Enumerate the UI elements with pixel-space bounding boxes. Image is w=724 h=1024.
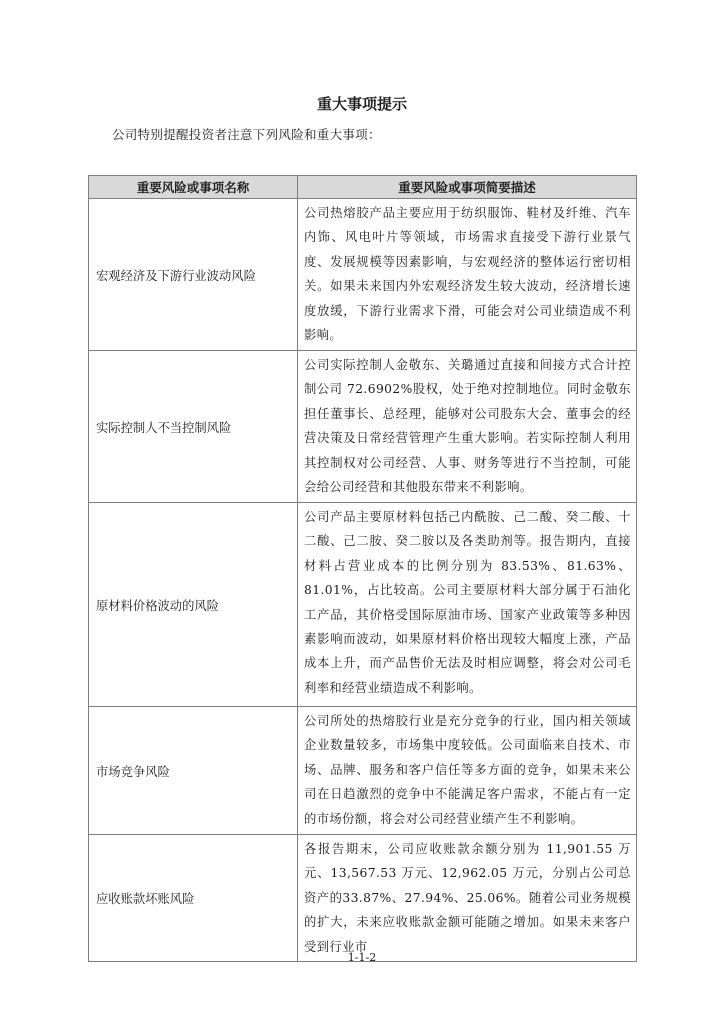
risk-name-cell: 宏观经济及下游行业波动风险 xyxy=(89,199,298,351)
risk-description-cell: 各报告期末，公司应收账款余额分别为 11,901.55 万元、13,567.53 万元、12,962.05 万元，分别占公司总资产的33.87%、27.94%、25.06%。随着公司业务规模的扩大，未来应收账款金额可能随之增加。如果未来客户受到行业市 xyxy=(298,835,637,962)
page-title: 重大事项提示 xyxy=(316,95,407,113)
risk-description-cell: 公司实际控制人金敬东、关璐通过直接和间接方式合计控制公司 72.6902%股权，处于绝对控制地位。同时金敬东担任董事长、总经理，能够对公司股东大会、董事会的经营决策及日常经营管理产生重大影响。若实际控制人利用其控制权对公司经营、人事、财务等进行不当控制，可能会给公司经营和其他股东带来不利影响。 xyxy=(298,351,637,503)
risk-name-cell: 应收账款坏账风险 xyxy=(89,835,298,962)
risk-description-cell: 公司热熔胶产品主要应用于纺织服饰、鞋材及纤维、汽车内饰、风电叶片等领域，市场需求直接受下游行业景气度、发展规模等因素影响，与宏观经济的整体运行密切相关。如果未来国内外宏观经济发生较大波动，经济增长速度放缓，下游行业需求下滑，可能会对公司业绩造成不利影响。 xyxy=(298,199,637,351)
table-row xyxy=(89,503,637,707)
risk-description-cell: 公司产品主要原材料包括己内酰胺、己二酸、癸二酸、十二酸、己二胺、癸二胺以及各类助剂等。报告期内，直接材料占营业成本的比例分别为 83.53%、81.63%、81.01%，占比较高。公司主要原材料大部分属于石油化工产品，其价格受国际原油市场、国家产业政策等多种因素影响而波动，如果原材料价格出现较大幅度上涨，产品成本上升，而产品售价无法及时相应调整，将会对公司毛利率和经营业绩造成不利影响。 xyxy=(298,503,637,707)
table-header-row xyxy=(89,176,637,199)
risk-name-cell: 市场竞争风险 xyxy=(89,707,298,835)
table-row xyxy=(89,351,637,503)
risk-description-cell: 公司所处的热熔胶行业是充分竞争的行业，国内相关领域企业数量较多，市场集中度较低。公司面临来自技术、市场、品牌、服务和客户信任等多方面的竞争，如果未来公司在日趋激烈的竞争中不能满足客户需求，不能占有一定的市场份额，将会对公司经营业绩产生不利影响。 xyxy=(298,707,637,835)
page-number: 1-1-2 xyxy=(347,951,377,964)
risk-table xyxy=(88,175,637,962)
risk-name-cell: 原材料价格波动的风险 xyxy=(89,503,298,707)
table-row xyxy=(89,199,637,351)
table-row xyxy=(89,835,637,962)
risk-name-cell: 实际控制人不当控制风险 xyxy=(89,351,298,503)
header-risk-name: 重要风险或事项名称 xyxy=(89,176,298,199)
intro-text: 公司特别提醒投资者注意下列风险和重大事项： xyxy=(112,127,381,142)
header-risk-description: 重要风险或事项简要描述 xyxy=(298,176,637,199)
table-row xyxy=(89,707,637,835)
